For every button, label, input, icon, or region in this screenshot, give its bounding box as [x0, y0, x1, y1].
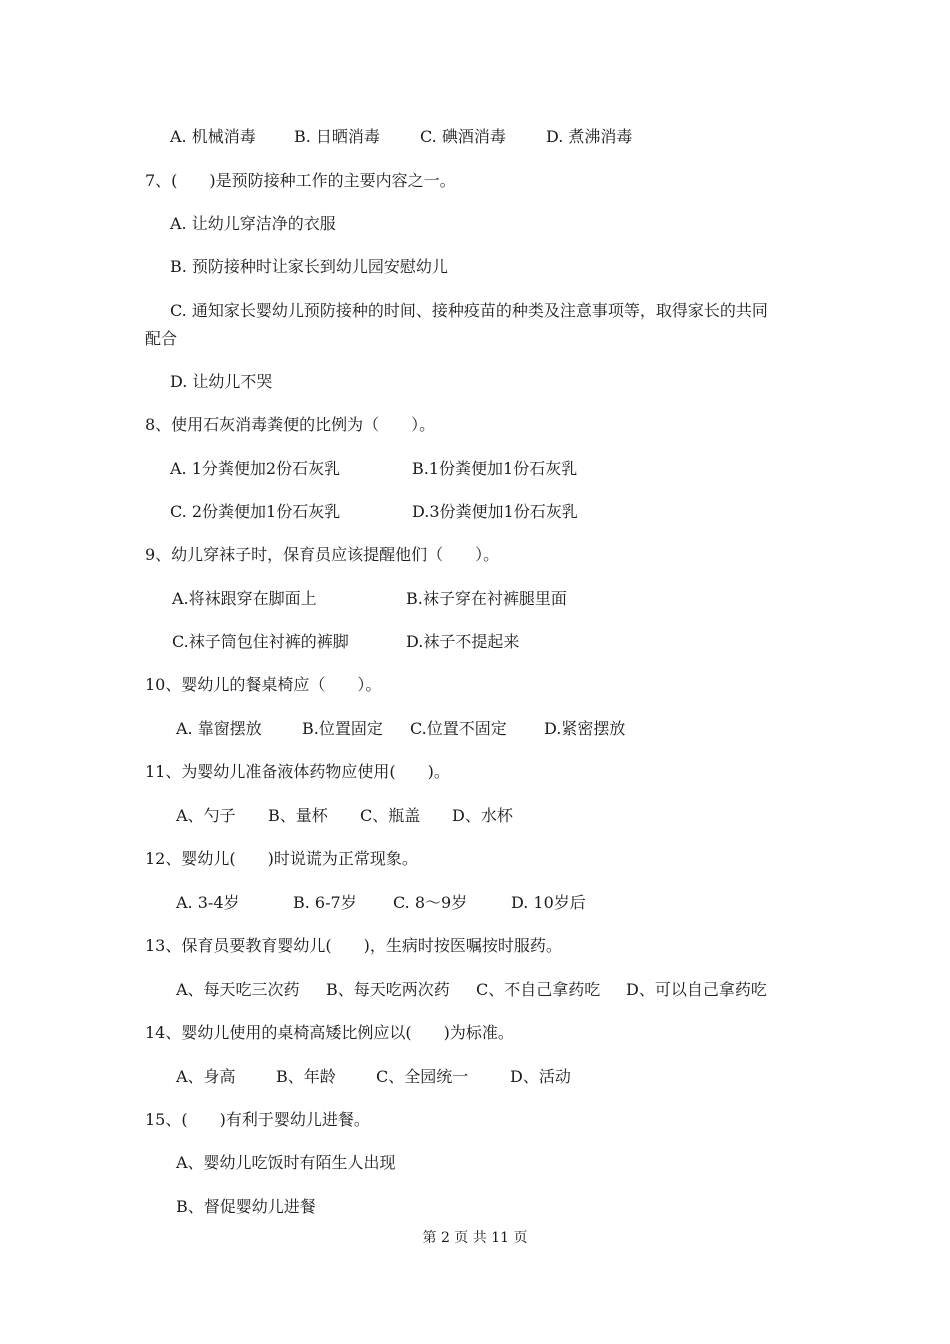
q9-option-a: A.将袜跟穿在脚面上	[172, 589, 317, 608]
q12-option-d: D. 10岁后	[511, 893, 586, 912]
q11-options	[176, 806, 513, 826]
q7-question: 7、( )是预防接种工作的主要内容之一。	[145, 171, 456, 190]
q12-options	[176, 893, 586, 913]
q8-options-row2	[170, 502, 578, 522]
q11-option-b: B、量杯	[268, 806, 328, 825]
q13-options	[176, 980, 767, 1000]
q12-option-b: B. 6-7岁	[293, 893, 357, 912]
q12-option-a: A. 3-4岁	[176, 893, 240, 912]
q6-option-a: A. 机械消毒	[170, 127, 256, 146]
q14-options	[176, 1067, 571, 1087]
q12-question: 12、婴幼儿( )时说谎为正常现象。	[145, 849, 418, 868]
q6-option-c: C. 碘酒消毒	[420, 127, 506, 146]
q7-option-a: A. 让幼儿穿洁净的衣服	[170, 214, 336, 233]
q10-options	[176, 719, 625, 739]
q14-option-c: C、全园统一	[376, 1067, 469, 1086]
q14-option-a: A、身高	[176, 1067, 236, 1086]
q13-option-a: A、每天吃三次药	[176, 980, 300, 999]
q11-option-d: D、水杯	[452, 806, 513, 825]
q8-option-c: C. 2份粪便加1份石灰乳	[170, 502, 341, 521]
q11-option-c: C、瓶盖	[360, 806, 421, 825]
q10-option-c: C.位置不固定	[410, 719, 507, 738]
q15-option-a: A、婴幼儿吃饭时有陌生人出现	[176, 1153, 396, 1172]
q8-option-d: D.3份粪便加1份石灰乳	[412, 502, 578, 521]
q6-option-d: D. 煮沸消毒	[546, 127, 633, 146]
q10-option-a: A. 靠窗摆放	[176, 719, 262, 738]
q11-question: 11、为婴幼儿准备液体药物应使用( )。	[145, 762, 450, 781]
q13-question: 13、保育员要教育婴幼儿( )，生病时按医嘱按时服药。	[145, 936, 562, 955]
q9-options-row1	[172, 589, 567, 609]
q13-option-c: C、不自己拿药吃	[476, 980, 601, 999]
q6-option-b: B. 日晒消毒	[294, 127, 380, 146]
q8-question: 8、使用石灰消毒粪便的比例为（ ）。	[145, 415, 436, 434]
q10-option-d: D.紧密摆放	[544, 719, 626, 738]
q7-option-d: D. 让幼儿不哭	[170, 372, 273, 391]
q10-option-b: B.位置固定	[302, 719, 383, 738]
q9-options-row2	[172, 632, 519, 652]
q8-option-a: A. 1分粪便加2份石灰乳	[170, 459, 341, 478]
q15-option-b: B、督促婴幼儿进餐	[176, 1197, 316, 1216]
q9-option-c: C.袜子筒包住衬裤的裤脚	[172, 632, 349, 651]
q13-option-b: B、每天吃两次药	[326, 980, 450, 999]
q9-option-d: D.袜子不提起来	[406, 632, 520, 651]
q11-option-a: A、勺子	[176, 806, 236, 825]
q7-option-c-continuation: 配合	[145, 329, 178, 348]
q6-options	[170, 127, 632, 147]
q14-option-b: B、年龄	[276, 1067, 336, 1086]
q9-question: 9、幼儿穿袜子时，保育员应该提醒他们（ ）。	[145, 545, 500, 564]
q14-question: 14、婴幼儿使用的桌椅高矮比例应以( )为标准。	[145, 1023, 514, 1042]
q8-options-row1	[170, 459, 577, 479]
q14-option-d: D、活动	[510, 1067, 571, 1086]
q13-option-d: D、可以自己拿药吃	[626, 980, 767, 999]
q10-question: 10、婴幼儿的餐桌椅应（ ）。	[145, 675, 382, 694]
q7-option-c: C. 通知家长婴幼儿预防接种的时间、接种疫苗的种类及注意事项等，取得家长的共同	[170, 301, 768, 320]
q7-option-b: B. 预防接种时让家长到幼儿园安慰幼儿	[170, 257, 448, 276]
q8-option-b: B.1份粪便加1份石灰乳	[412, 459, 578, 478]
q9-option-b: B.袜子穿在衬裤腿里面	[406, 589, 567, 608]
page-number: 第 2 页 共 11 页	[422, 1230, 528, 1246]
q12-option-c: C. 8～9岁	[393, 893, 468, 912]
q15-question: 15、( )有利于婴幼儿进餐。	[145, 1110, 370, 1129]
